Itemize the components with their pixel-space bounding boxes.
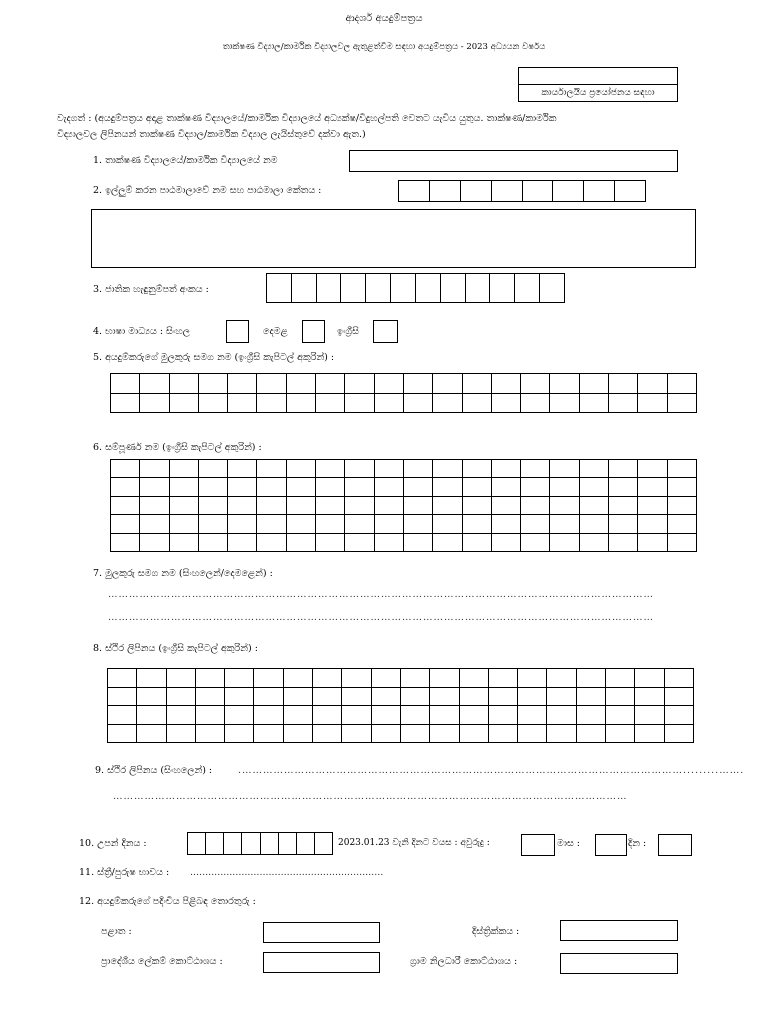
grid-cell[interactable] (137, 724, 166, 743)
grid-cell[interactable] (635, 669, 664, 688)
office-use-label: කාර්යාලයීය ප්‍රයෝජනය සඳහා (518, 84, 678, 102)
grid-cell[interactable] (576, 687, 605, 706)
grid-cell[interactable] (488, 724, 517, 743)
full-name-label: 6. සම්පූර්ණ නම (ඉංග්‍රීසි කැපිටල් අකුරින්) : (93, 442, 262, 453)
grid-cell[interactable] (638, 393, 667, 413)
grid-cell[interactable] (491, 515, 520, 533)
grid-cell[interactable] (286, 393, 315, 413)
address-english-label: 8. ස්ථිර ලිපිනය (ඉංග්‍රීසි කැපිටල් අකුරින්) : (93, 643, 258, 654)
grid-cell[interactable] (491, 374, 520, 394)
grid-cell[interactable] (108, 669, 137, 688)
grid-cell[interactable] (371, 669, 400, 688)
grid-cell[interactable] (345, 478, 374, 496)
grid-cell[interactable] (609, 393, 638, 413)
grid-cell[interactable] (342, 669, 371, 688)
grid-cell[interactable] (491, 496, 520, 514)
grid-cell[interactable] (521, 374, 550, 394)
grid-cell[interactable] (137, 706, 166, 725)
grid-cell[interactable] (462, 478, 491, 496)
address-sinhala-line-2[interactable]: ………………………………………………………………………………………………………………………………… (113, 791, 628, 802)
grid-cell[interactable] (403, 460, 432, 478)
nic-grid[interactable] (266, 273, 565, 303)
grid-cell[interactable] (400, 724, 429, 743)
grid-cell[interactable] (140, 393, 169, 413)
grid-cell[interactable] (547, 687, 576, 706)
grid-cell[interactable] (576, 724, 605, 743)
grid-cell[interactable] (374, 515, 403, 533)
grid-cell[interactable] (345, 533, 374, 551)
grid-cell[interactable] (430, 706, 459, 725)
grid-cell[interactable] (403, 478, 432, 496)
grid-cell[interactable] (316, 460, 345, 478)
grid-cell[interactable] (257, 460, 286, 478)
grid-cell[interactable] (609, 460, 638, 478)
grid-cell[interactable] (140, 478, 169, 496)
grid-cell[interactable] (579, 393, 608, 413)
grid-cell[interactable] (576, 706, 605, 725)
grid-cell[interactable] (342, 687, 371, 706)
grid-cell[interactable] (609, 496, 638, 514)
age-days-label: දින : (628, 838, 647, 849)
grid-cell[interactable] (254, 669, 283, 688)
grid-cell[interactable] (198, 478, 227, 496)
grid-cell[interactable] (433, 478, 462, 496)
grid-cell[interactable] (609, 515, 638, 533)
district-label: දිස්ත්‍රික්කය : (472, 926, 520, 937)
grid-cell[interactable] (111, 496, 140, 514)
grid-cell[interactable] (228, 533, 257, 551)
grid-cell[interactable] (638, 533, 667, 551)
grid-cell[interactable] (254, 706, 283, 725)
grid-cell[interactable] (198, 374, 227, 394)
grid-cell[interactable] (166, 669, 195, 688)
grid-cell[interactable] (345, 515, 374, 533)
address-english-grid[interactable] (107, 668, 694, 743)
grid-cell[interactable] (550, 460, 579, 478)
grid-cell[interactable] (108, 706, 137, 725)
age-months-field[interactable] (595, 834, 627, 856)
grid-cell[interactable] (254, 687, 283, 706)
gender-line[interactable]: ................................................................ (190, 867, 384, 878)
grid-cell[interactable] (111, 460, 140, 478)
grid-cell[interactable] (430, 687, 459, 706)
grid-cell[interactable] (638, 496, 667, 514)
grid-cell[interactable] (228, 515, 257, 533)
grid-cell[interactable] (313, 706, 342, 725)
grid-cell[interactable] (228, 393, 257, 413)
grid-cell[interactable] (462, 496, 491, 514)
office-use-blank[interactable] (518, 67, 678, 85)
province-field[interactable] (263, 922, 380, 943)
grid-cell[interactable] (140, 374, 169, 394)
grid-cell[interactable] (667, 478, 696, 496)
grid-cell[interactable] (286, 533, 315, 551)
grid-cell[interactable] (166, 687, 195, 706)
grid-cell[interactable] (459, 687, 488, 706)
grid-cell[interactable] (579, 496, 608, 514)
grid-cell[interactable] (283, 687, 312, 706)
grid-cell[interactable] (111, 515, 140, 533)
grid-cell[interactable] (166, 724, 195, 743)
district-field[interactable] (560, 920, 678, 941)
grid-cell[interactable] (374, 460, 403, 478)
grid-cell[interactable] (225, 724, 254, 743)
grid-cell[interactable] (547, 706, 576, 725)
grid-cell[interactable] (491, 478, 520, 496)
grid-cell[interactable] (576, 669, 605, 688)
grid-cell[interactable] (547, 724, 576, 743)
grid-cell[interactable] (169, 515, 198, 533)
grid-cell[interactable] (257, 515, 286, 533)
grid-cell[interactable] (108, 724, 137, 743)
grid-cell[interactable] (550, 478, 579, 496)
grid-cell[interactable] (550, 496, 579, 514)
medium-sinhala-checkbox[interactable] (226, 320, 249, 343)
grid-cell[interactable] (518, 706, 547, 725)
grid-cell[interactable] (664, 669, 693, 688)
grid-cell[interactable] (257, 533, 286, 551)
grid-cell[interactable] (342, 706, 371, 725)
grid-cell[interactable] (488, 669, 517, 688)
form-title: ආදර්ශ අයදුම්පත්‍රය (345, 13, 423, 24)
grid-cell[interactable] (228, 460, 257, 478)
name-initials-grid[interactable] (110, 373, 697, 413)
grid-cell[interactable] (579, 460, 608, 478)
grid-cell[interactable] (635, 687, 664, 706)
grid-cell[interactable] (342, 724, 371, 743)
medium-english-label: ඉංග්‍රීසි (337, 326, 359, 337)
residence-label: 12. අයදුම්කරුගේ පදිංචිය පිළිබඳ තොරතුරු : (79, 896, 256, 907)
grid-cell[interactable] (137, 687, 166, 706)
grid-cell[interactable] (225, 706, 254, 725)
grid-cell[interactable] (606, 724, 635, 743)
grid-cell[interactable] (169, 393, 198, 413)
grid-cell[interactable] (198, 496, 227, 514)
grid-cell[interactable] (254, 724, 283, 743)
grid-cell[interactable] (195, 724, 224, 743)
grid-cell[interactable] (638, 460, 667, 478)
grid-cell[interactable] (518, 724, 547, 743)
grid-cell[interactable] (488, 706, 517, 725)
grid-cell[interactable] (667, 533, 696, 551)
grid-cell[interactable] (198, 515, 227, 533)
grid-cell[interactable] (550, 533, 579, 551)
grid-cell[interactable] (609, 374, 638, 394)
grid-cell[interactable] (635, 706, 664, 725)
grid-cell[interactable] (547, 669, 576, 688)
grid-cell[interactable] (667, 374, 696, 394)
grid-cell[interactable] (518, 687, 547, 706)
grid-cell[interactable] (403, 393, 432, 413)
full-name-grid[interactable] (110, 459, 697, 552)
grid-cell[interactable] (579, 533, 608, 551)
medium-tamil-label: දෙමළ (263, 326, 288, 337)
grid-cell[interactable] (400, 687, 429, 706)
grid-cell[interactable] (283, 669, 312, 688)
grid-cell[interactable] (225, 669, 254, 688)
college-name-field[interactable] (349, 150, 678, 172)
grid-cell[interactable] (228, 478, 257, 496)
grid-cell[interactable] (491, 393, 520, 413)
gender-label: 11. ස්ත්‍රී/පුරුෂ භාවය : (79, 867, 170, 878)
dob-grid[interactable] (187, 832, 333, 855)
grid-cell[interactable] (491, 460, 520, 478)
grid-cell[interactable] (198, 460, 227, 478)
grid-cell[interactable] (316, 478, 345, 496)
grid-cell[interactable] (313, 669, 342, 688)
grid-cell[interactable] (111, 393, 140, 413)
grid-cell[interactable] (430, 724, 459, 743)
grid-cell[interactable] (518, 669, 547, 688)
age-days-field[interactable] (658, 834, 692, 856)
grid-cell[interactable] (345, 460, 374, 478)
grid-cell[interactable] (140, 515, 169, 533)
grid-cell[interactable] (609, 533, 638, 551)
grid-cell[interactable] (462, 515, 491, 533)
grid-cell[interactable] (433, 374, 462, 394)
grid-cell[interactable] (606, 706, 635, 725)
course-name-field[interactable] (91, 209, 696, 268)
grid-cell[interactable] (403, 533, 432, 551)
grid-cell[interactable] (579, 515, 608, 533)
province-label: පළාත : (101, 926, 132, 937)
grid-cell[interactable] (459, 669, 488, 688)
grid-cell[interactable] (140, 533, 169, 551)
grid-cell[interactable] (374, 496, 403, 514)
medium-label: 4. භාෂා මාධ්‍යය : සිංහල (93, 326, 191, 337)
grid-cell[interactable] (400, 669, 429, 688)
grid-cell[interactable] (606, 687, 635, 706)
grid-cell[interactable] (286, 374, 315, 394)
note-line-1: වැදගත් : (අයදුම්පත්‍රය අදාළ තාක්ෂණ විද්‍යාලයේ/කාර්මික විද්‍යාලයේ අධ්‍යක්ෂ/විදුහල්පති වෙතට යැවිය යුතුය. තාක්ෂණ/කාර්මික (57, 113, 557, 124)
grid-cell[interactable] (403, 374, 432, 394)
grid-cell[interactable] (459, 706, 488, 725)
grid-cell[interactable] (638, 374, 667, 394)
grid-cell[interactable] (316, 515, 345, 533)
grid-cell[interactable] (316, 496, 345, 514)
grid-cell[interactable] (316, 533, 345, 551)
grid-cell[interactable] (286, 515, 315, 533)
grid-cell[interactable] (316, 374, 345, 394)
grid-cell[interactable] (521, 496, 550, 514)
grid-cell[interactable] (374, 374, 403, 394)
grid-cell[interactable] (111, 533, 140, 551)
ds-division-label: ප්‍රාදේශීය ලේකම් කොට්ඨාශය : (101, 956, 223, 967)
grid-cell[interactable] (664, 687, 693, 706)
grid-cell[interactable] (609, 478, 638, 496)
grid-cell[interactable] (195, 706, 224, 725)
grid-cell[interactable] (667, 496, 696, 514)
medium-english-checkbox[interactable] (373, 320, 398, 343)
grid-cell[interactable] (430, 669, 459, 688)
grid-cell[interactable] (579, 374, 608, 394)
grid-cell[interactable] (225, 687, 254, 706)
grid-cell[interactable] (579, 478, 608, 496)
grid-cell[interactable] (166, 706, 195, 725)
grid-cell[interactable] (521, 533, 550, 551)
grid-cell[interactable] (433, 496, 462, 514)
grid-cell[interactable] (664, 706, 693, 725)
college-name-label: 1. තාක්ෂණ විද්‍යාලයේ/කාර්මික විද්‍යාලයේ නම (93, 155, 278, 166)
grid-cell[interactable] (195, 687, 224, 706)
grid-cell[interactable] (403, 496, 432, 514)
address-sinhala-label: 9. ස්ථිර ලිපිනය (සිංහලෙන්) : (95, 765, 213, 776)
grid-cell[interactable] (491, 533, 520, 551)
grid-cell[interactable] (228, 496, 257, 514)
grid-cell[interactable] (521, 460, 550, 478)
grid-cell[interactable] (635, 724, 664, 743)
grid-cell[interactable] (111, 478, 140, 496)
grid-cell[interactable] (169, 496, 198, 514)
grid-cell[interactable] (403, 515, 432, 533)
grid-cell[interactable] (169, 374, 198, 394)
grid-cell[interactable] (638, 478, 667, 496)
grid-cell[interactable] (140, 496, 169, 514)
grid-cell[interactable] (550, 374, 579, 394)
grid-cell[interactable] (137, 669, 166, 688)
name-local-label: 7. මුලකුරු සමග නම (සිංහලෙන්/දෙමළෙන්) : (93, 568, 273, 579)
grid-cell[interactable] (550, 393, 579, 413)
grid-cell[interactable] (111, 374, 140, 394)
grid-cell[interactable] (521, 393, 550, 413)
course-label: 2. ඉල්ලුම් කරන පාඨමාලාවේ නම සහ පාඨමාලා කේතය : (93, 185, 322, 196)
address-sinhala-line-1[interactable]: .……………………………………………………………………………………………………………….........……. (238, 765, 745, 776)
grid-cell[interactable] (257, 478, 286, 496)
grid-cell[interactable] (198, 393, 227, 413)
grid-cell[interactable] (667, 515, 696, 533)
grid-cell[interactable] (638, 515, 667, 533)
grid-cell[interactable] (313, 687, 342, 706)
grid-cell[interactable] (316, 393, 345, 413)
grid-cell[interactable] (374, 478, 403, 496)
grid-cell[interactable] (169, 533, 198, 551)
grid-cell[interactable] (433, 393, 462, 413)
grid-cell[interactable] (667, 460, 696, 478)
grid-cell[interactable] (374, 393, 403, 413)
grid-cell[interactable] (283, 724, 312, 743)
gn-division-label: ග්‍රාම නිලධාරී කොට්ඨාශය : (410, 956, 518, 967)
grid-cell[interactable] (462, 460, 491, 478)
grid-cell[interactable] (371, 706, 400, 725)
grid-cell[interactable] (667, 393, 696, 413)
grid-cell[interactable] (283, 706, 312, 725)
age-label: 2023.01.23 වැනි දිනට වයස : අවුරුදු : (338, 838, 490, 848)
grid-cell[interactable] (286, 478, 315, 496)
grid-cell[interactable] (345, 496, 374, 514)
grid-cell[interactable] (345, 374, 374, 394)
age-years-field[interactable] (521, 834, 555, 856)
medium-tamil-checkbox[interactable] (302, 320, 325, 343)
grid-cell[interactable] (521, 515, 550, 533)
grid-cell[interactable] (169, 478, 198, 496)
name-local-line-2[interactable]: ………………………………………………………………………………………………………………………………………… (108, 612, 654, 623)
grid-cell[interactable] (433, 533, 462, 551)
grid-cell[interactable] (286, 496, 315, 514)
grid-cell[interactable] (459, 724, 488, 743)
grid-cell[interactable] (371, 687, 400, 706)
grid-cell[interactable] (462, 393, 491, 413)
grid-cell[interactable] (286, 460, 315, 478)
grid-cell[interactable] (374, 533, 403, 551)
grid-cell[interactable] (488, 687, 517, 706)
grid-cell[interactable] (198, 533, 227, 551)
grid-cell[interactable] (108, 687, 137, 706)
grid-cell[interactable] (257, 374, 286, 394)
grid-cell[interactable] (462, 374, 491, 394)
grid-cell[interactable] (195, 669, 224, 688)
grid-cell[interactable] (345, 393, 374, 413)
grid-cell[interactable] (521, 478, 550, 496)
form-subtitle: තාක්ෂණ විද්‍යාල/කාර්මික විද්‍යාලවල ඇතුළත්වීම සඳහා අයදුම්පත්‍රය - 2023 අධ්‍යයන වර්ෂය (222, 42, 546, 52)
note-line-2: විද්‍යාලවල ලිපිනයන් තාක්ෂණ විද්‍යාල/කාර්මික විද්‍යාල ලැයිස්තුවේ දක්වා ඇත.) (57, 129, 366, 140)
gn-division-field[interactable] (560, 953, 678, 974)
nic-label: 3. ජාතික හැඳුනුම්පත් අංකය : (93, 284, 209, 295)
grid-cell[interactable] (169, 460, 198, 478)
grid-cell[interactable] (606, 669, 635, 688)
grid-cell[interactable] (371, 724, 400, 743)
grid-cell[interactable] (433, 460, 462, 478)
age-months-label: මාස : (557, 838, 581, 849)
grid-cell[interactable] (228, 374, 257, 394)
grid-cell[interactable] (462, 533, 491, 551)
course-code-grid[interactable] (398, 180, 646, 202)
grid-cell[interactable] (257, 496, 286, 514)
dob-label: 10. උපන් දිනය : (79, 838, 147, 849)
name-local-line-1[interactable]: ………………………………………………………………………………………………………………………………………… (108, 589, 654, 600)
ds-division-field[interactable] (263, 952, 380, 973)
name-initials-label: 5. අයදුම්කරුගේ මුලකුරු සමග නම (ඉංග්‍රීසි කැපිටල් අකුරින්) : (93, 352, 335, 363)
grid-cell[interactable] (313, 724, 342, 743)
grid-cell[interactable] (664, 724, 693, 743)
grid-cell[interactable] (550, 515, 579, 533)
grid-cell[interactable] (400, 706, 429, 725)
grid-cell[interactable] (433, 515, 462, 533)
grid-cell[interactable] (257, 393, 286, 413)
grid-cell[interactable] (140, 460, 169, 478)
